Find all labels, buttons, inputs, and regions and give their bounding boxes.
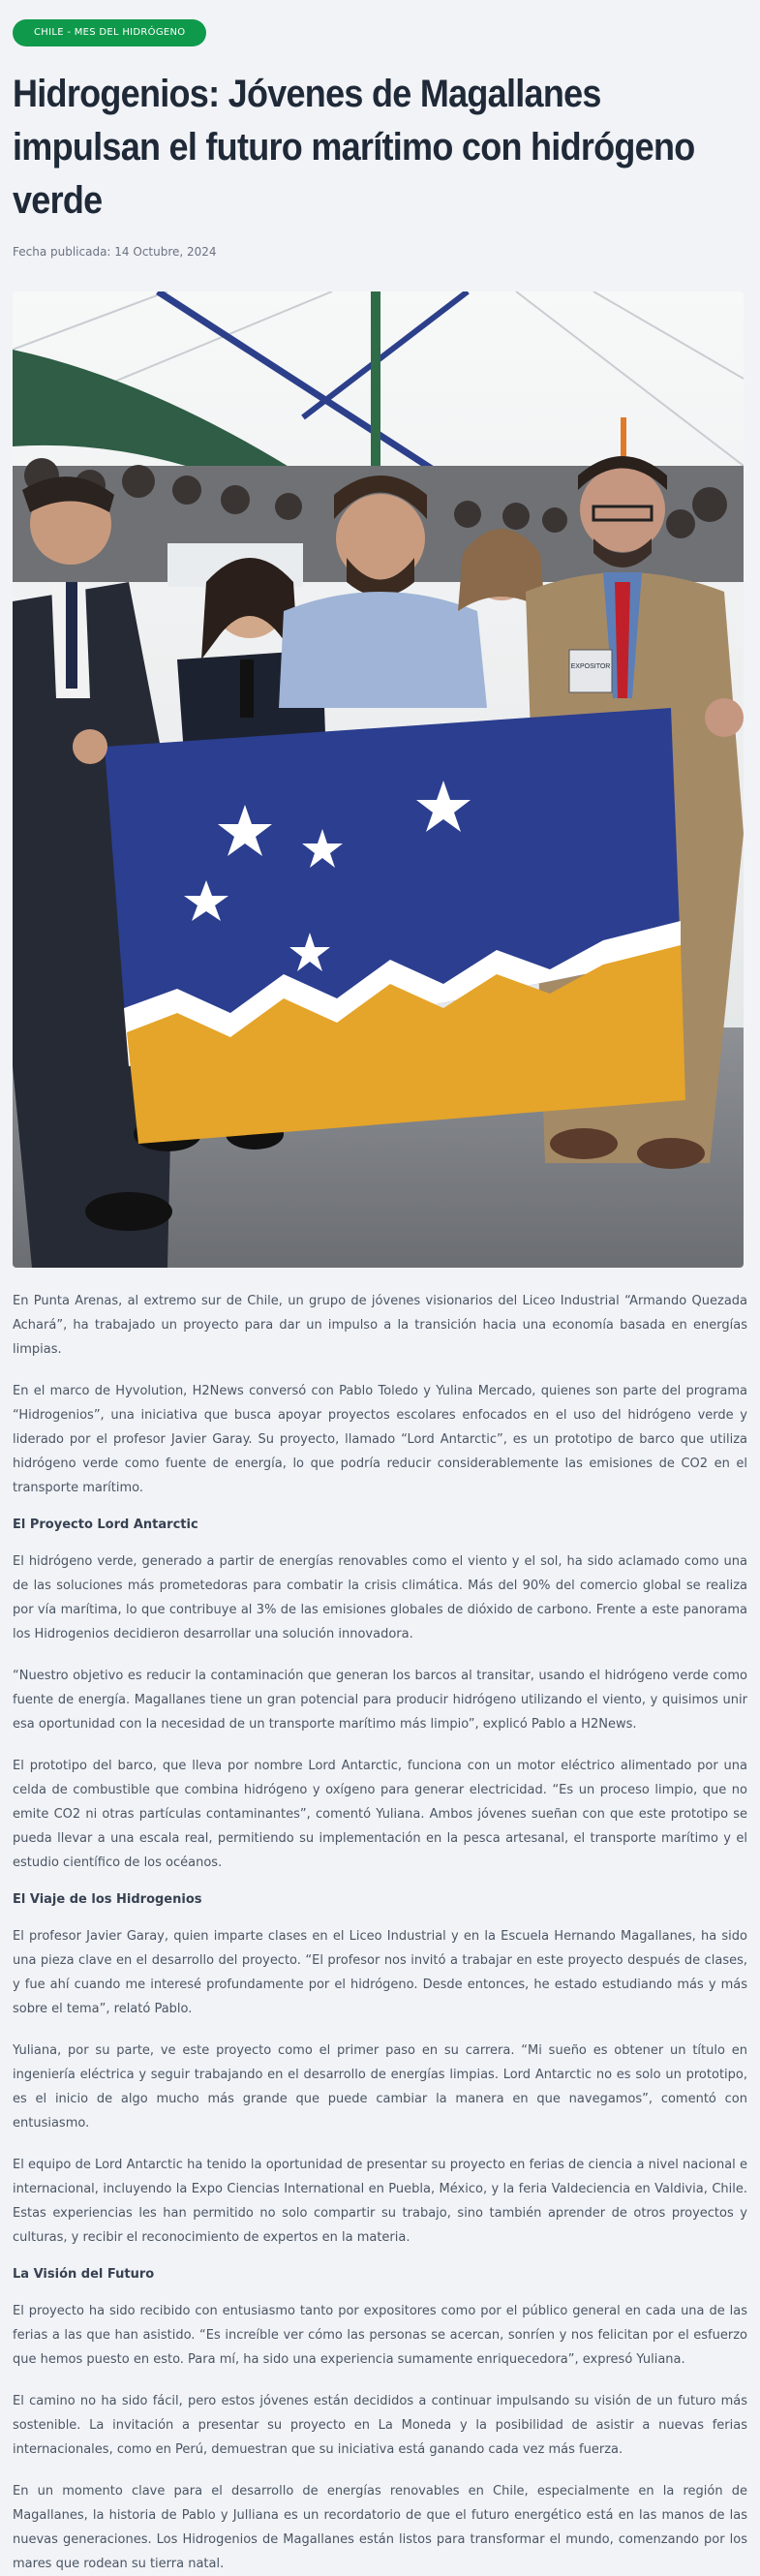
paragraph: En el marco de Hyvolution, H2News conversó con Pablo Toledo y Yulina Mercado, quienes son parte del programa “Hidrogenios”, una iniciativa que busca apoyar proyectos escolares enfocados en el uso del hidrógeno verde y liderado por el profesor Javier Garay. Su proyecto, llamado “Lord Antarctic”, es un prototipo de barco que utiliza hidrógeno verde como fuente de energía, lo que podría reducir considerablemente las emisiones de CO2 en el transporte marítimo.	[13, 1384, 747, 1495]
paragraph: En un momento clave para el desarrollo de energías renovables en Chile, especialmente en la región de Magallanes, la historia de Pablo y Julliana es un recordatorio de que el futuro energético está en las manos de las nuevas generaciones. Los Hidrogenios de Magallanes están listos para transformar el mundo, comenzando por los mares que rodean su tierra natal.	[13, 2484, 747, 2571]
expositor-badge-text: EXPOSITOR	[570, 663, 611, 670]
page-title: Hidrogenios: Jóvenes de Magallanes impulsan el futuro marítimo con hidrógeno verde	[13, 73, 695, 222]
section-heading: El Viaje de los Hidrogenios	[13, 1892, 202, 1907]
paragraph: El camino no ha sido fácil, pero estos jóvenes están decididos a continuar impulsando su visión de un futuro más sostenible. La invitación a presentar su proyecto en La Moneda y la posibilidad de asistir a nuevas ferias internacionales, como en Perú, demuestran que su iniciativa está ganando cada vez más fuerza.	[13, 2394, 747, 2457]
magallanes-flag	[73, 698, 744, 1144]
paragraph: “Nuestro objetivo es reducir la contaminación que generan los barcos al transitar, usando el hidrógeno verde como fuente de energía. Magallanes tiene un gran potencial para producir hidrógeno utilizando el viento, y quisimos unir esa oportunidad con la necesidad de un transporte marítimo más limpio”, explicó Pablo a H2News.	[13, 1669, 747, 1732]
paragraph: El hidrógeno verde, generado a partir de energías renovables como el viento y el sol, ha sido aclamado como una de las soluciones más prometedoras para combatir la crisis climática. Más del 90% del comercio global se realiza por vía marítima, lo que contribuye al 3% de las emisiones globales de dióxido de carbono. Frente a este panorama los Hidrogenios decidieron desarrollar una solución innovadora.	[13, 1554, 747, 1641]
category-badge[interactable]: CHILE - MES DEL HIDRÓGENO	[13, 19, 206, 46]
section-heading: La Visión del Futuro	[13, 2267, 155, 2282]
publish-date: Fecha publicada: 14 Octubre, 2024	[13, 245, 217, 259]
article-photo	[13, 291, 744, 1268]
article-body	[13, 1289, 747, 2576]
paragraph: El proyecto ha sido recibido con entusiasmo tanto por expositores como por el público general en cada una de las ferias a las que han asistido. “Es increíble ver cómo las personas se acercan, sonríen y nos felicitan por el esfuerzo que hemos puesto en esto. Para mí, ha sido una experiencia sumamente enriquecedora”, expresó Yuliana.	[13, 2304, 747, 2367]
section-heading: El Proyecto Lord Antarctic	[13, 1518, 198, 1532]
paragraph: En Punta Arenas, al extremo sur de Chile, un grupo de jóvenes visionarios del Liceo Industrial “Armando Quezada Achará”, ha trabajado un proyecto para dar un impulso a la transición hacia una economía basada en energías limpias.	[13, 1294, 747, 1357]
paragraph: El profesor Javier Garay, quien imparte clases en el Liceo Industrial y en la Escuela Hernando Magallanes, ha sido una pieza clave en el desarrollo del proyecto. “El profesor nos invitó a trabajar en este proyecto después de clases, y fue ahí cuando me interesé profundamente por el hidrógeno. Desde entonces, he estado estudiando más y más sobre el tema”, relató Pablo.	[13, 1929, 747, 2016]
paragraph: El prototipo del barco, que lleva por nombre Lord Antarctic, funciona con un motor eléctrico alimentado por una celda de combustible que combina hidrógeno y oxígeno para generar electricidad. “Es un proceso limpio, que no emite CO2 ni otras partículas contaminantes”, comentó Yuliana. Ambos jóvenes sueñan con que este prototipo se pueda llevar a una escala real, permitiendo su implementación en la pesca artesanal, el transporte marítimo y el estudio científico de los océanos.	[13, 1759, 747, 1870]
paragraph: Yuliana, por su parte, ve este proyecto como el primer paso en su carrera. “Mi sueño es obtener un título en ingeniería eléctrica y seguir trabajando en el desarrollo de energías limpias. Lord Antarctic no es solo un prototipo, es el inicio de algo mucho más grande que puede cambiar la manera en que navegamos”, comentó con entusiasmo.	[13, 2043, 747, 2131]
paragraph: El equipo de Lord Antarctic ha tenido la oportunidad de presentar su proyecto en ferias de ciencia a nivel nacional e internacional, incluyendo la Expo Ciencias International en Puebla, México, y la feria Valdeciencia en Valdivia, Chile. Estas experiencias les han permitido no solo compartir su trabajo, sino también aprender de otros proyectos y culturas, y recibir el reconocimiento de expertos en la materia.	[13, 2158, 747, 2245]
